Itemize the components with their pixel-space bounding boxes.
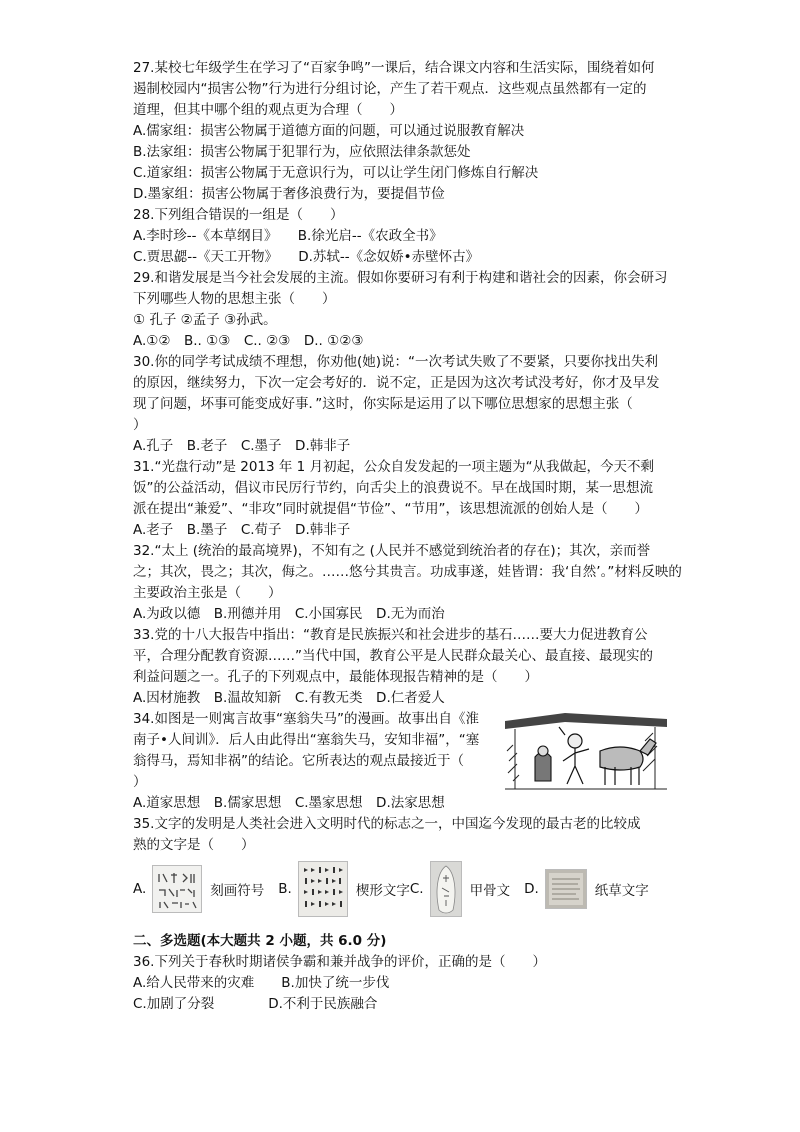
q34-stem-line: ） [133,774,147,790]
papyrus-writing-image [545,869,587,909]
q34-options: A.道家思想 B.儒家思想 C.墨家思想 D.法家思想 [133,795,445,811]
q35-option-a-letter: A. [133,881,147,897]
q36-options-ab: A.给人民带来的灾难 B.加快了统一步伐 [133,975,390,991]
q28-options-ab: A.李时珍--《本草纲目》 B.徐光启--《农政全书》 [133,228,443,244]
q31-stem-line: 派在提出“兼爱”、“非攻”同时就提倡“节俭”、“节用”，该思想流派的创始人是（ ） [133,501,648,517]
q35-option-a-text: 刻画符号 [210,883,265,899]
q27-option-a: A.儒家组：损害公物属于道德方面的问题，可以通过说服教育解决 [133,123,525,139]
question-27 [133,58,673,205]
q30-stem-line: 现了问题，坏事可能变成好事．”这时，你实际是运用了以下哪位思想家的思想主张（ [133,396,633,412]
cuneiform-tablet-image [298,861,348,917]
q35-option-c-text: 甲骨文 [469,883,511,899]
exam-content [133,58,682,1015]
q32-stem-line: 32.“太上 (统治的最高境界)，不知有之 (人民并不感觉到统治者的存在)；其次，亲而誉 [133,543,651,559]
q28-options-cd: C.贾思勰--《天工开物》 D.苏轼--《念奴娇•赤壁怀古》 [133,249,480,265]
question-36 [133,952,673,1015]
q35-option-d-text: 纸草文字 [594,883,649,899]
q30-stem-line: 的原因，继续努力，下次一定会考好的．说不定，正是因为这次考试没考好，你才及早发 [133,375,660,391]
q27-stem-line: 道理，但其中哪个组的观点更为合理（ ） [133,102,403,118]
q29-stem-line: 29.和谐发展是当今社会发展的主流。假如你要研习有利于构建和谐社会的因素，你会研习 [133,270,668,286]
q35-option-d-letter: D. [524,881,539,897]
q33-stem-line: 平，合理分配教育资源……”当代中国，教育公平是人民群众最关心、最直接、最现实的 [133,648,653,664]
q31-stem-line: 饭”的公益活动，倡议市民厉行节约，向舌尖上的浪费说不。早在战国时期，某一思想流 [133,480,653,496]
q34-stem-line: 34.如图是一则寓言故事“塞翁失马”的漫画。故事出自《淮 [133,711,479,727]
question-30 [133,352,673,457]
question-29 [133,268,673,352]
q27-option-b: B.法家组：损害公物属于犯罪行为，应依照法律条款惩处 [133,144,471,160]
q33-stem-line: 利益问题之一。孔子的下列观点中，最能体现报告精神的是（ ） [133,669,538,685]
q27-option-c: C.道家组：损害公物属于无意识行为，可以让学生闭门修炼自行解决 [133,165,539,181]
q32-options: A.为政以德 B.刑德并用 C.小国寡民 D.无为而治 [133,606,445,622]
q28-stem-line: 28.下列组合错误的一组是（ ） [133,207,344,223]
q35-stem-line: 熟的文字是（ ） [133,837,255,853]
q35-stem-line: 35.文字的发明是人类社会进入文明时代的标志之一，中国迄今发现的最古老的比较成 [133,816,641,832]
q34-stem-line: 南子•人间训》．后人由此得出“塞翁失马，安知非福”，“塞 [133,732,480,748]
q36-stem-line: 36.下列关于春秋时期诸侯争霸和兼并战争的评价，正确的是（ ） [133,954,546,970]
q29-options: A.①② B.. ①③ C.. ②③ D.. ①②③ [133,333,364,349]
q36-options-cd: C.加剧了分裂 D.不利于民族融合 [133,996,378,1012]
q35-option-c-letter: C. [409,881,424,897]
q35-image-options [133,860,673,918]
q30-stem-line: ） [133,417,147,433]
question-32 [133,541,682,625]
q27-stem-line: 27.某校七年级学生在学习了“百家争鸣”一课后，结合课文内容和生活实际，围绕着如何 [133,60,655,76]
q34-stem-line: 翁得马，焉知非祸”的结论。它所表达的观点最接近于（ [133,753,464,769]
section-2-heading: 二、多选题(本大题共 2 小题，共 6.0 分) [133,933,387,949]
q33-options: A.因材施教 B.温故知新 C.有教无类 D.仁者爱人 [133,690,445,706]
q27-stem-line: 遏制校园内“损害公物”行为进行分组讨论，产生了若干观点．这些观点虽然都有一定的 [133,81,647,97]
q31-options: A.老子 B.墨子 C.荀子 D.韩非子 [133,522,351,538]
q30-options: A.孔子 B.老子 C.墨子 D.韩非子 [133,438,351,454]
q32-stem-line: 之；其次，畏之；其次，侮之。……悠兮其贵言。功成事遂，娃皆谓：我‘自然’。”材料反映的 [133,564,682,580]
sai-weng-cartoon-image [505,711,667,795]
q29-stem-line: ① 孔子 ②孟子 ③孙武。 [133,312,277,328]
carved-symbols-image [152,865,202,913]
q30-stem-line: 30.你的同学考试成绩不理想，你劝他(她)说：“一次考试失败了不要紧，只要你找出失利 [133,354,658,370]
q35-option-b-letter: B. [278,881,292,897]
question-31 [133,457,673,541]
q35-option-b-text: 楔形文字 [355,883,410,899]
q29-stem-line: 下列哪些人物的思想主张（ ） [133,291,336,307]
q33-stem-line: 33.党的十八大报告中指出：“教育是民族振兴和社会进步的基石……要大力促进教育公 [133,627,648,643]
q27-option-d: D.墨家组：损害公物属于奢侈浪费行为，要提倡节俭 [133,186,445,202]
question-35 [133,814,673,918]
oracle-bone-image [430,861,462,917]
question-33 [133,625,673,709]
q32-stem-line: 主要政治主张是（ ） [133,585,282,601]
question-28 [133,205,673,268]
q31-stem-line: 31.“光盘行动”是 2013 年 1 月初起，公众自发发起的一项主题为“从我做起，今天不剩 [133,459,655,475]
